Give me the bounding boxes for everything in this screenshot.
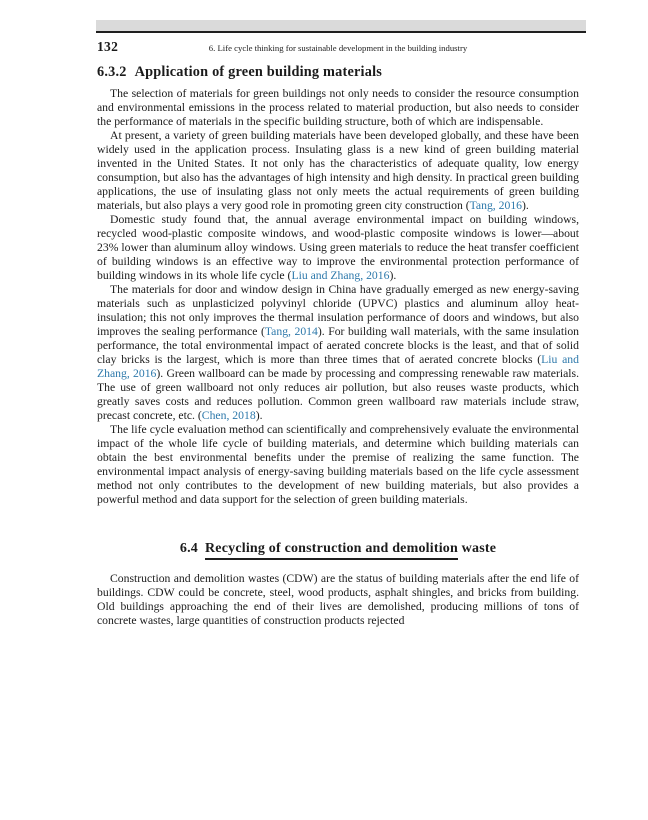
text-run: ). For building wall materials, with the same insulation performance, the total environmental impact of aerated concrete blocks is the least, and that of solid clay bricks is the largest, which is more than three times that of aerated concrete blocks ( — [97, 325, 580, 366]
section-6-4-body — [97, 572, 579, 628]
text-run: ). — [389, 269, 397, 282]
running-head — [97, 39, 579, 54]
citation-link[interactable]: Liu and Zhang, 2016 — [97, 353, 579, 380]
paragraph — [97, 572, 579, 628]
section-6-4-title-rest: waste — [457, 541, 497, 556]
page-number: 132 — [97, 39, 119, 54]
section-6-4-number: 6.4 — [179, 541, 198, 556]
text-run: ). — [255, 409, 263, 422]
running-header-title: 6. Life cycle thinking for sustainable development in the building industry — [208, 43, 468, 53]
book-page — [0, 20, 648, 820]
text-run: The materials for door and window design in China have gradually emerged as new energy-saving materials such as unplasticized polyvinyl chloride (UPVC) plastics and aluminum alloy heat-insulation; this not only improves the thermal insulation performance of doors and windows, but also improves the sealing performance ( — [97, 283, 579, 338]
header-black-rule — [96, 31, 586, 33]
citation-link[interactable]: Tang, 2014 — [264, 325, 318, 338]
citation-link[interactable]: Liu and Zhang, 2016 — [291, 269, 390, 282]
paragraph — [97, 423, 579, 507]
paragraph — [97, 87, 579, 129]
text-run: ). — [522, 199, 529, 212]
section-6-3-2-title: Application of green building materials — [134, 64, 383, 80]
text-run: The life cycle evaluation method can scientifically and comprehensively evaluate the environmental impact of the whole life cycle of building materials, and determine which building materials can obtain the best environmental benefits under the premise of realizing the same function. The environmental impact analysis of energy-saving building materials based on the life cycle assessment method not only contributes to the development of new building materials, but also provides a powerful method and data support for the selection of green building materials. — [97, 423, 579, 506]
citation-link[interactable]: Tang, 2016 — [469, 199, 523, 212]
section-heading-6-4 — [97, 540, 579, 557]
section-6-3-2-body — [97, 87, 579, 507]
paragraph — [97, 129, 579, 213]
section-6-4-title-underlined: Recycling of construction and demolition — [205, 541, 458, 560]
text-run: Domestic study found that, the annual average environmental impact on building windows, recycled wood-plastic composite windows, and wood-plastic composite windows is lower—about 23% lower than aluminum alloy windows. Using green materials to reduce the heat transfer coefficient of building windows is an effective way to improve the environmental protection performance of building windows in its whole life cycle ( — [97, 213, 579, 282]
header-gray-bar — [96, 20, 586, 31]
citation-link[interactable]: Chen, 2018 — [201, 409, 256, 422]
chapter-header-rule — [96, 20, 586, 33]
text-run: At present, a variety of green building materials have been developed globally, and these have been widely used in the application process. Insulating glass is a new kind of green building material invented in the United States. It not only has the characteristics of adequate quality, low energy consumption, but also has the advantages of high intensity and high density. In practical green building applications, the use of insulating glass not only meets the actual requirements of green building materials, but also plays a very good role in promoting green city construction ( — [97, 129, 579, 212]
text-run: Construction and demolition wastes (CDW) are the status of building materials after the end life of buildings. CDW could be concrete, steel, wood products, asphalt shingles, and bricks from building. Old buildings approaching the end of their lives are demolished, producing millions of tons of concrete wastes, large quantities of construction products rejected — [97, 572, 579, 627]
section-6-3-2-number: 6.3.2 — [97, 64, 127, 80]
text-run: ). Green wallboard can be made by processing and compressing renewable raw materials. The use of green wallboard not only reduces air pollution, but also reuses waste products, which greatly saves costs and reduces pollution. Common green wallboard raw materials include straw, precast concrete, etc. ( — [97, 367, 579, 422]
text-block — [97, 39, 579, 628]
text-run: The selection of materials for green buildings not only needs to consider the resource consumption and environmental emissions in the process related to material production, but also needs to consider the performance of materials in the specific building structure, both of which are indispensable. — [97, 87, 579, 128]
paragraph — [97, 283, 579, 423]
section-heading-6-3-2 — [97, 64, 579, 81]
paragraph — [97, 213, 579, 283]
